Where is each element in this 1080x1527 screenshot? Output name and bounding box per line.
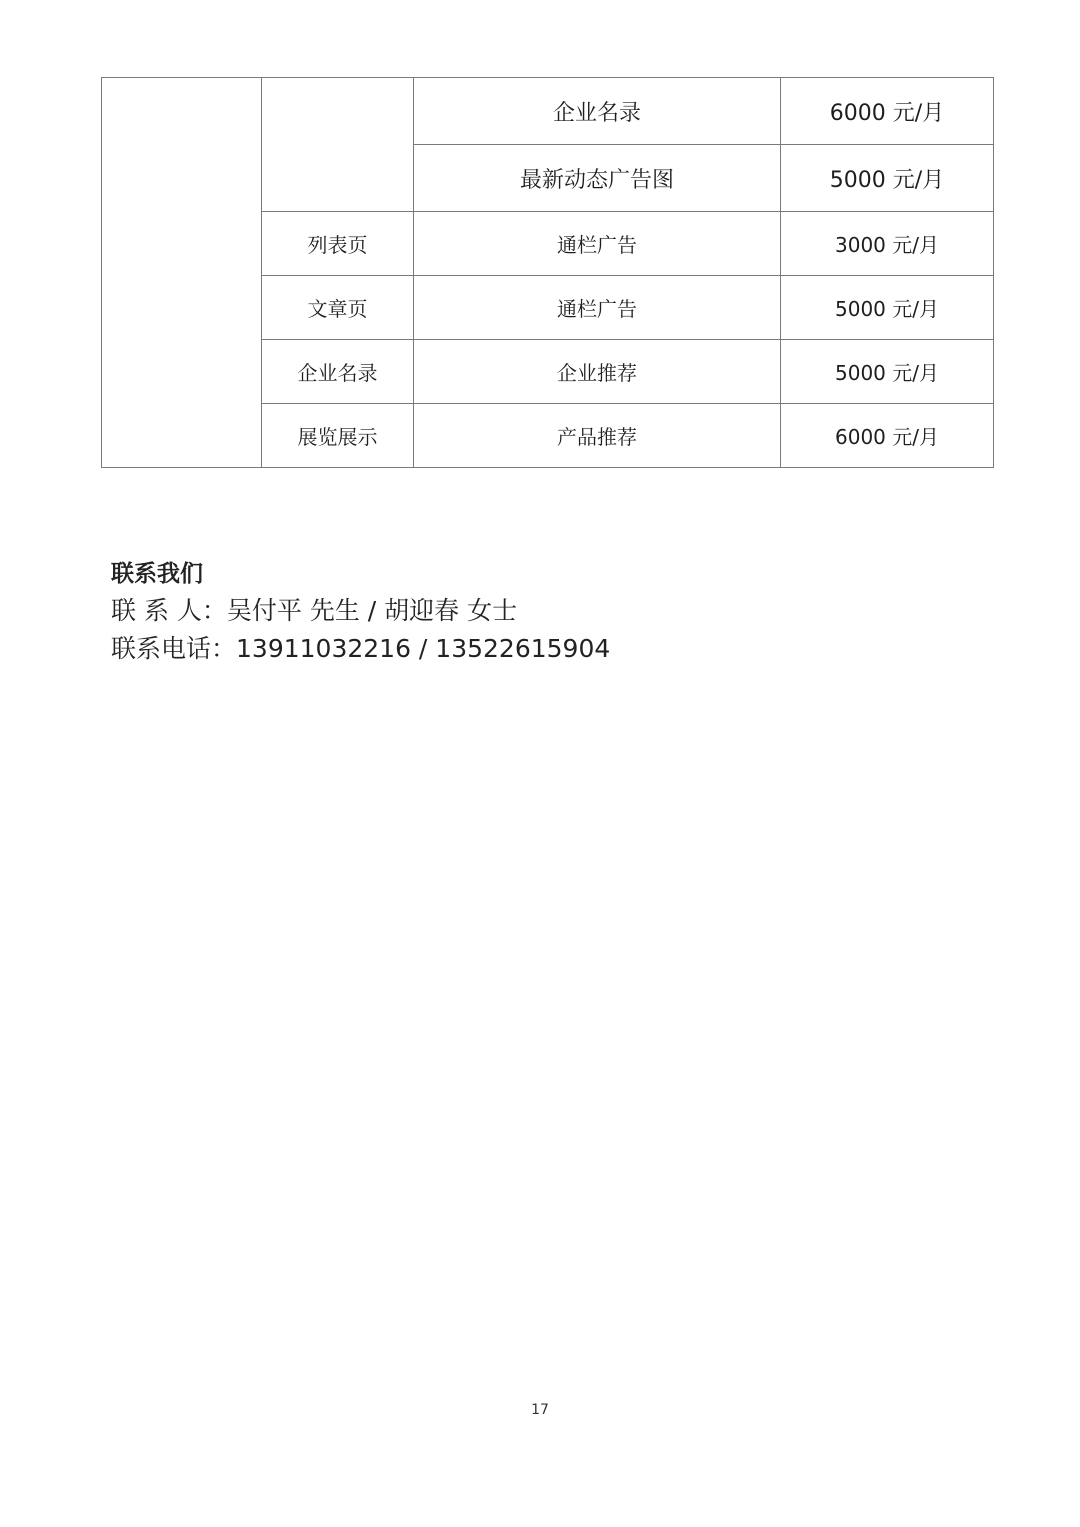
table-cell-page: 文章页 (262, 276, 414, 340)
table-cell-price: 6000 元/月 (781, 78, 994, 145)
table-cell-price: 5000 元/月 (781, 276, 994, 340)
table-cell-price: 5000 元/月 (781, 340, 994, 404)
contact-person-label: 联 系 人： (111, 596, 227, 625)
table-cell-page: 展览展示 (262, 404, 414, 468)
table-row (102, 78, 994, 145)
contact-person-line (111, 592, 811, 630)
table-cell-position: 企业推荐 (414, 340, 781, 404)
table-cell-price: 3000 元/月 (781, 212, 994, 276)
table-cell-position: 通栏广告 (414, 212, 781, 276)
table-cell-position: 通栏广告 (414, 276, 781, 340)
ad-price-table (101, 77, 994, 468)
contact-phone-label: 联系电话： (111, 634, 237, 663)
table-cell-page: 企业名录 (262, 340, 414, 404)
contact-section (111, 556, 811, 668)
table-cell-page: 列表页 (262, 212, 414, 276)
contact-phone-line (111, 630, 811, 668)
table-cell-price: 6000 元/月 (781, 404, 994, 468)
contact-phone-value: 13911032216 / 13522615904 (236, 634, 611, 663)
merged-category-cell (102, 78, 262, 468)
table-cell-position: 产品推荐 (414, 404, 781, 468)
contact-person-value: 吴付平 先生 / 胡迎春 女士 (226, 596, 518, 625)
page-number: 17 (531, 1402, 549, 1418)
table-cell-position: 企业名录 (414, 78, 781, 145)
table-cell-price: 5000 元/月 (781, 145, 994, 212)
table-cell-position: 最新动态广告图 (414, 145, 781, 212)
table-cell-page (262, 78, 414, 212)
contact-title: 联系我们 (111, 561, 203, 587)
